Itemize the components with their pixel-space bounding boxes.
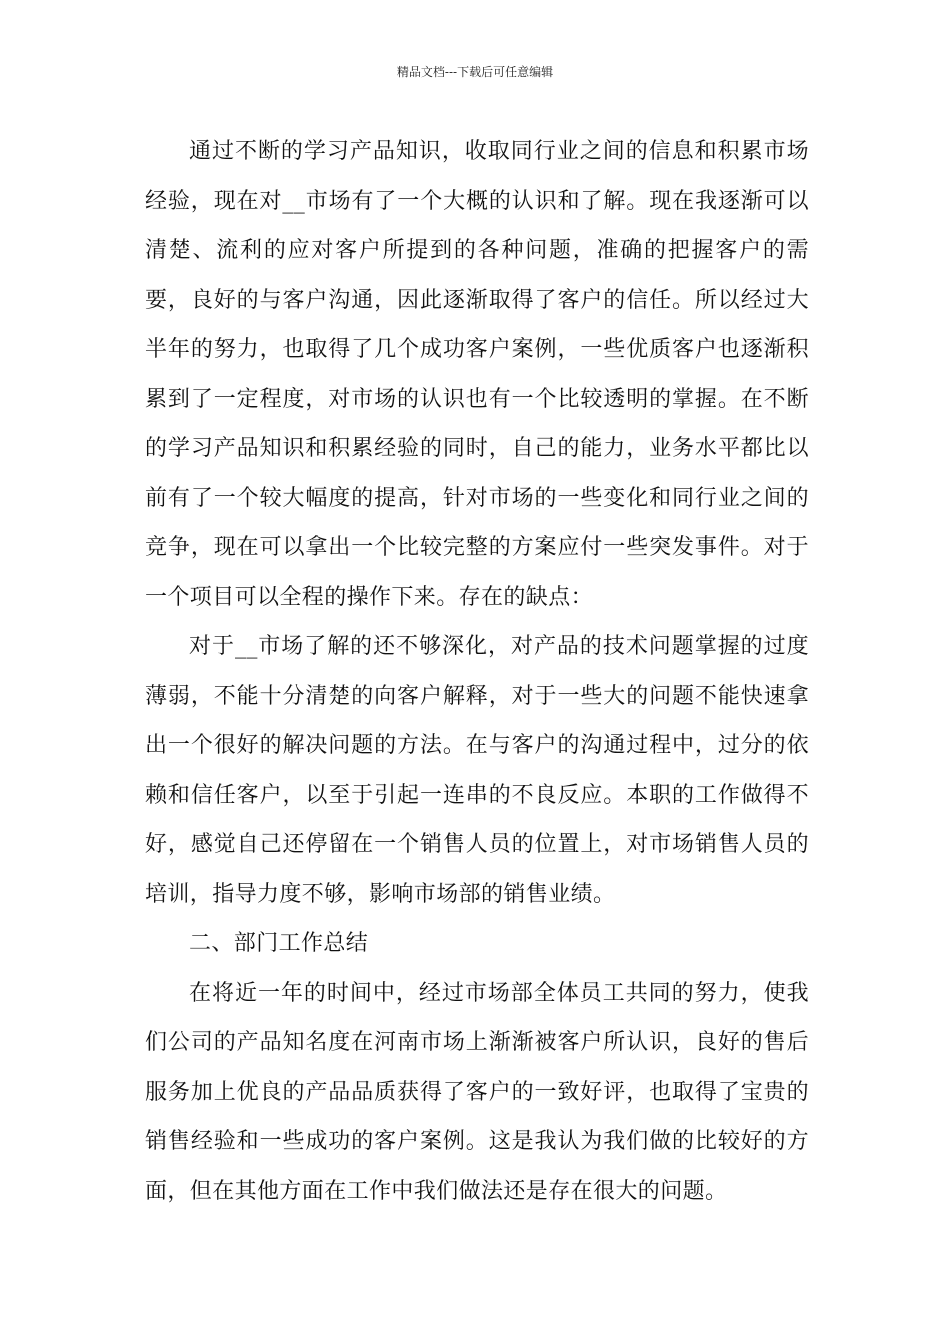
page-header: 精品文档---下载后可任意编辑 [396, 65, 554, 79]
document-body [145, 127, 809, 1216]
section-heading-department-summary: 二、部门工作总结 [189, 931, 369, 956]
paragraph-market-experience: 通过不断的学习产品知识，收取同行业之间的信息和积累市场经验，现在对__市场有了一个大概的认识和了解。现在我逐渐可以清楚、流利的应对客户所提到的各种问题，准确的把握客户的需要，良好的与客户沟通，因此逐渐取得了客户的信任。所以经过大半年的努力，也取得了几个成功客户案例，一些优质客户也逐渐积累到了一定程度，对市场的认识也有一个比较透明的掌握。在不断的学习产品知识和积累经验的同时，自己的能力，业务水平都比以前有了一个较大幅度的提高，针对市场的一些变化和同行业之间的竞争，现在可以拿出一个比较完整的方案应付一些突发事件。对于一个项目可以全程的操作下来。存在的缺点： [145, 139, 809, 610]
paragraph-department-summary: 在将近一年的时间中，经过市场部全体员工共同的努力，使我们公司的产品知名度在河南市场上渐渐被客户所认识，良好的售后服务加上优良的产品品质获得了客户的一致好评，也取得了宝贵的销售经验和一些成功的客户案例。这是我认为我们做的比较好的方面，但在其他方面在工作中我们做法还是存在很大的问题。 [145, 980, 809, 1204]
paragraph-shortcomings: 对于__市场了解的还不够深化，对产品的技术问题掌握的过度薄弱，不能十分清楚的向客户解释，对于一些大的问题不能快速拿出一个很好的解决问题的方法。在与客户的沟通过程中，过分的依赖和信任客户，以至于引起一连串的不良反应。本职的工作做得不好，感觉自己还停留在一个销售人员的位置上，对市场销售人员的培训，指导力度不够，影响市场部的销售业绩。 [145, 634, 809, 907]
